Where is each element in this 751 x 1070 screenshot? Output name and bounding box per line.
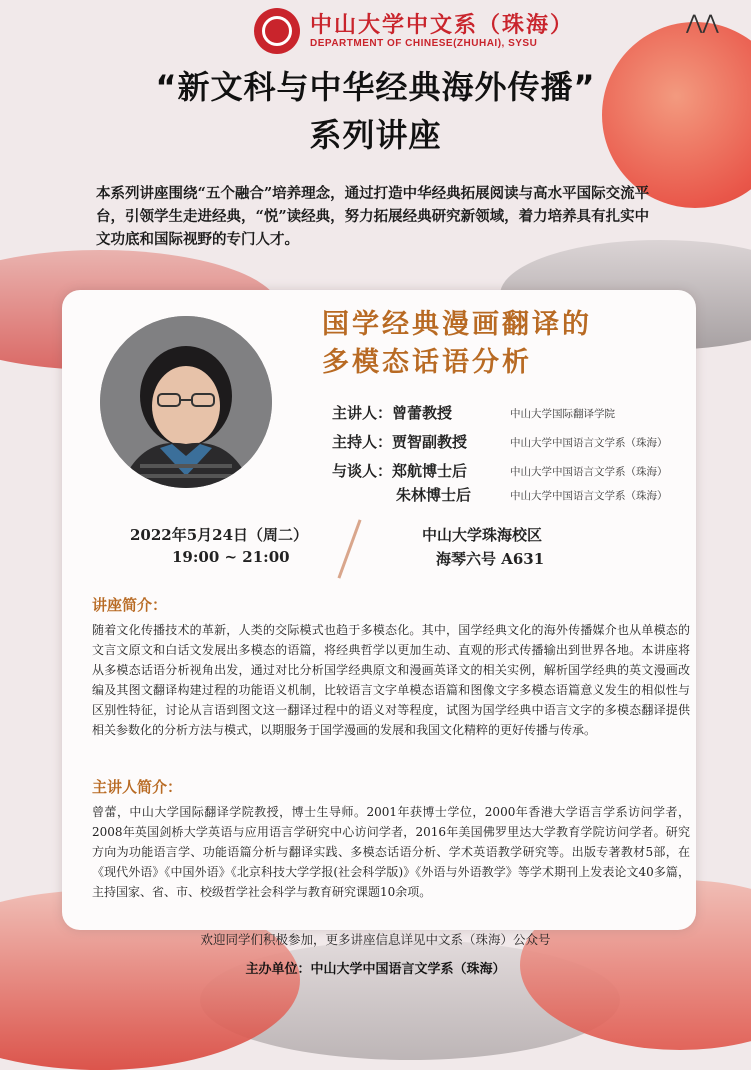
series-intro: 本系列讲座围绕“五个融合”培养理念，通过打造中华经典拓展阅读与高水平国际交流平台，引领学生走进经典，“悦”读经典，努力拓展经典研究新领域，着力培养具有扎实中文功底和国际视野的专门人才。: [96, 185, 650, 248]
speaker-bio-heading: 主讲人简介：: [92, 778, 183, 796]
person-affiliation: 中山大学国际翻译学院: [510, 408, 615, 420]
lecture-title: [322, 306, 592, 382]
speaker-bio-text: 曾蕾，中山大学国际翻译学院教授，博士生导师。2001年获博士学位，2000年香港大学语言学系访问学者，2008年英国剑桥大学英语与应用语言学研究中心访问学者，2016年美国佛罗里达大学教育学院访问学者。研究方向为功能语言学、功能语篇分析与翻译实践、多模态话语分析、学术英语教学研究等。出版专著教材5部，在《现代外语》《中国外语》《北京科技大学学报(社会科学版)》《外语与外语教学》等学术期刊上发表论文40多篇，主持国家、省、市、校级哲学社会科学与教育研究课题10余项。: [92, 805, 690, 899]
venue-campus: 中山大学珠海校区: [422, 526, 543, 544]
mountain-icon: ⋀⋀: [686, 10, 719, 34]
series-subtitle: 系列讲座: [309, 116, 442, 154]
footer-invitation: 欢迎同学们积极参加，更多讲座信息详见中文系（珠海）公众号: [200, 932, 551, 947]
person-name: 曾蕾教授: [392, 404, 453, 422]
person-name: 朱林博士后: [396, 486, 472, 504]
people-row: [396, 484, 471, 505]
lecture-title-line1: 国学经典漫画翻译的: [322, 309, 592, 340]
footer-organizer: 主办单位：中山大学中国语言文学系（珠海）: [245, 962, 506, 977]
person-affiliation: 中山大学中国语言文学系（珠海）: [510, 437, 668, 449]
speaker-photo: [100, 316, 272, 488]
sysu-logo: [254, 8, 300, 54]
people-row: [332, 431, 467, 452]
person-affiliation: 中山大学中国语言文学系（珠海）: [510, 466, 668, 478]
person-affiliation: 中山大学中国语言文学系（珠海）: [510, 490, 668, 502]
people-row: [332, 460, 467, 481]
person-role: 主持人：: [332, 433, 393, 451]
lecture-date: 2022年5月24日（周二）: [130, 526, 309, 544]
person-name: 贾智副教授: [392, 433, 468, 451]
person-role: 主讲人：: [332, 404, 393, 422]
abstract-heading: 讲座简介：: [92, 596, 168, 614]
venue-room: 海琴六号 A631: [436, 550, 545, 568]
person-role: 与谈人：: [332, 462, 393, 480]
abstract-text: 随着文化传播技术的革新，人类的交际模式也趋于多模态化。其中，国学经典文化的海外传播媒介也从单模态的文言文原文和白话文发展出多模态的语篇，将经典哲学以更加生动、直观的形式传播输出到世界各地。本讲座将从多模态话语分析视角出发，通过对比分析国学经典原文和漫画英译文的相关实例，解析国学经典的英文漫画改编及其图文翻译构建过程的功能语义机制，比较语言文字单模态语篇和图像文字多模态语篇意义发生的相似性与区别性特征，讨论从言语到图文这一翻译过程中的语义对等程度，试图为国学经典中语言文字的多模态翻译提供相关参数化的分析方法与模式，以期服务于国学漫画的发展和我国文化精粹的更好传播与传承。: [92, 623, 690, 737]
department-name-cn: 中山大学中文系（珠海）: [310, 12, 575, 38]
lecture-time: 19:00 ~ 21:00: [172, 548, 290, 566]
people-row: [332, 402, 452, 423]
person-name: 郑航博士后: [392, 462, 468, 480]
series-title: “新文科与中华经典海外传播”: [155, 68, 596, 106]
department-name-en: DEPARTMENT OF CHINESE(ZHUHAI), SYSU: [310, 38, 538, 49]
lecture-title-line2: 多模态话语分析: [322, 347, 532, 378]
